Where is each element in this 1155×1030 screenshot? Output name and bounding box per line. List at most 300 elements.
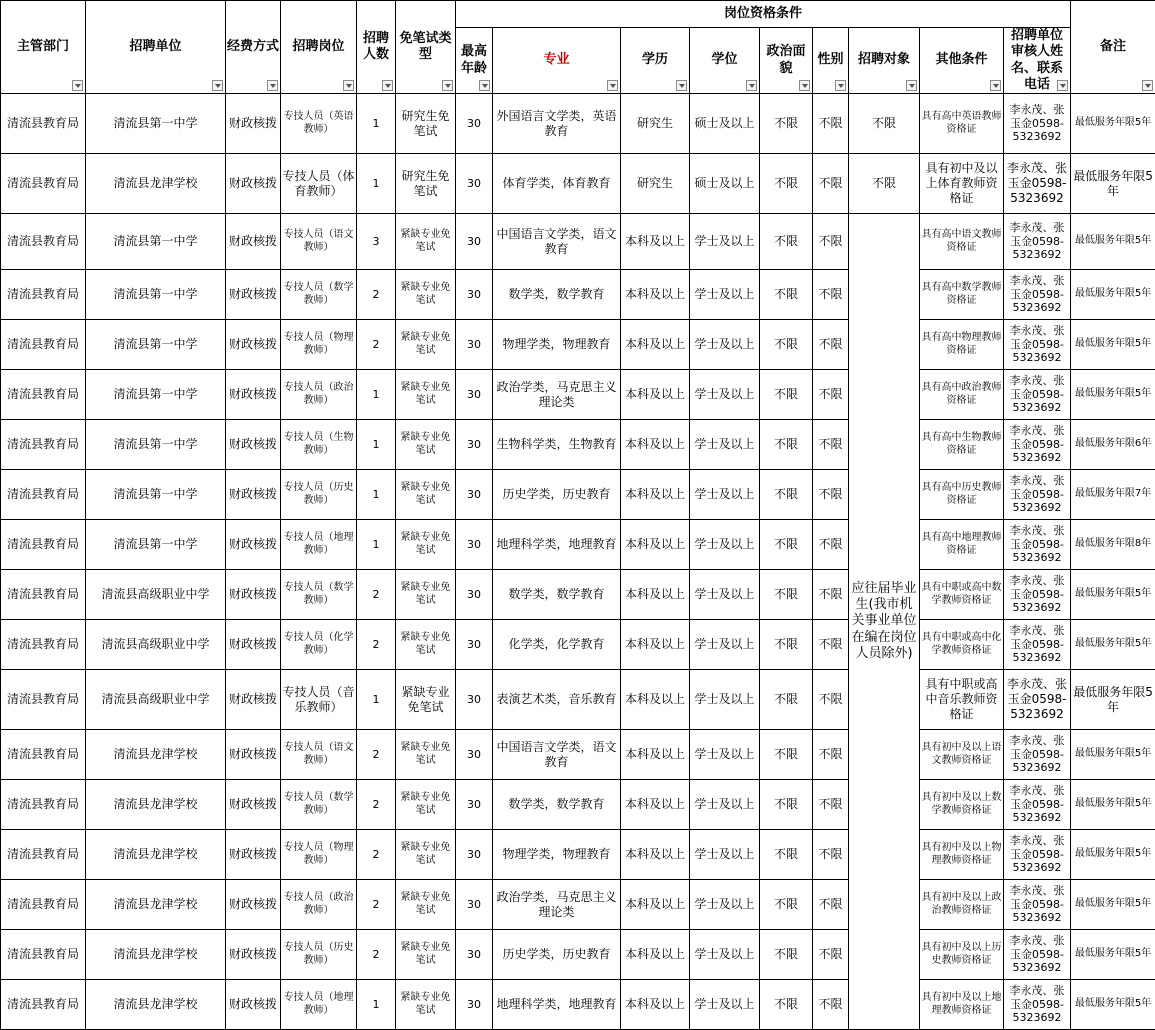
cell-post[interactable]: 专技人员（化学教师） — [281, 620, 357, 670]
cell-other[interactable]: 具有高中历史教师资格证 — [920, 470, 1004, 520]
cell-major[interactable]: 地理科学类，地理教育 — [493, 980, 621, 1030]
cell-age[interactable]: 30 — [456, 780, 493, 830]
cell-exam[interactable]: 紧缺专业免笔试 — [396, 470, 456, 520]
cell-count[interactable]: 2 — [357, 570, 396, 620]
cell-degree[interactable]: 学士及以上 — [690, 470, 760, 520]
cell-contact[interactable]: 李永茂、张玉金0598-5323692 — [1004, 880, 1071, 930]
cell-age[interactable]: 30 — [456, 980, 493, 1030]
cell-degree[interactable]: 学士及以上 — [690, 320, 760, 370]
cell-contact[interactable]: 李永茂、张玉金0598-5323692 — [1004, 930, 1071, 980]
cell-education[interactable]: 本科及以上 — [621, 570, 690, 620]
cell-gender[interactable]: 不限 — [813, 620, 849, 670]
cell-unit[interactable]: 清流县龙津学校 — [86, 930, 226, 980]
cell-unit[interactable]: 清流县高级职业中学 — [86, 670, 226, 730]
cell-note[interactable]: 最低服务年限8年 — [1071, 520, 1155, 570]
cell-dept[interactable]: 清流县教育局 — [1, 670, 86, 730]
cell-politics[interactable]: 不限 — [760, 270, 813, 320]
cell-exam[interactable]: 紧缺专业免笔试 — [396, 570, 456, 620]
cell-unit[interactable]: 清流县第一中学 — [86, 320, 226, 370]
cell-count[interactable]: 1 — [357, 370, 396, 420]
cell-post[interactable]: 专技人员（物理教师） — [281, 830, 357, 880]
cell-education[interactable]: 研究生 — [621, 94, 690, 154]
filter-dropdown-icon[interactable] — [1057, 80, 1068, 91]
header-age[interactable]: 最高年龄 — [456, 28, 493, 94]
cell-gender[interactable]: 不限 — [813, 520, 849, 570]
header-degree[interactable]: 学位 — [690, 28, 760, 94]
cell-major[interactable]: 政治学类，马克思主义理论类 — [493, 880, 621, 930]
cell-gender[interactable]: 不限 — [813, 214, 849, 270]
cell-count[interactable]: 2 — [357, 320, 396, 370]
cell-other[interactable]: 具有初中及以上体育教师资格证 — [920, 154, 1004, 214]
cell-politics[interactable]: 不限 — [760, 154, 813, 214]
cell-other[interactable]: 具有中职或高中化学教师资格证 — [920, 620, 1004, 670]
cell-other[interactable]: 具有中职或高中数学教师资格证 — [920, 570, 1004, 620]
cell-unit[interactable]: 清流县龙津学校 — [86, 154, 226, 214]
cell-degree[interactable]: 学士及以上 — [690, 620, 760, 670]
cell-age[interactable]: 30 — [456, 420, 493, 470]
cell-major[interactable]: 历史学类，历史教育 — [493, 930, 621, 980]
cell-post[interactable]: 专技人员（历史教师） — [281, 930, 357, 980]
cell-degree[interactable]: 硕士及以上 — [690, 154, 760, 214]
cell-post[interactable]: 专技人员（数学教师） — [281, 270, 357, 320]
cell-dept[interactable]: 清流县教育局 — [1, 730, 86, 780]
cell-target[interactable]: 不限 — [849, 94, 920, 154]
header-unit[interactable]: 招聘单位 — [86, 1, 226, 94]
cell-other[interactable]: 具有初中及以上地理教师资格证 — [920, 980, 1004, 1030]
filter-dropdown-icon[interactable] — [746, 80, 757, 91]
cell-age[interactable]: 30 — [456, 154, 493, 214]
cell-contact[interactable]: 李永茂、张玉金0598-5323692 — [1004, 154, 1071, 214]
cell-education[interactable]: 本科及以上 — [621, 880, 690, 930]
cell-count[interactable]: 1 — [357, 94, 396, 154]
cell-contact[interactable]: 李永茂、张玉金0598-5323692 — [1004, 620, 1071, 670]
filter-dropdown-icon[interactable] — [343, 80, 354, 91]
cell-funding[interactable]: 财政核拨 — [226, 320, 281, 370]
filter-dropdown-icon[interactable] — [382, 80, 393, 91]
cell-unit[interactable]: 清流县第一中学 — [86, 370, 226, 420]
cell-exam[interactable]: 紧缺专业免笔试 — [396, 830, 456, 880]
cell-exam[interactable]: 紧缺专业免笔试 — [396, 320, 456, 370]
cell-major[interactable]: 数学类，数学教育 — [493, 780, 621, 830]
cell-politics[interactable]: 不限 — [760, 880, 813, 930]
cell-politics[interactable]: 不限 — [760, 370, 813, 420]
cell-degree[interactable]: 学士及以上 — [690, 930, 760, 980]
cell-dept[interactable]: 清流县教育局 — [1, 880, 86, 930]
cell-exam[interactable]: 紧缺专业免笔试 — [396, 520, 456, 570]
cell-degree[interactable]: 学士及以上 — [690, 780, 760, 830]
cell-note[interactable]: 最低服务年限7年 — [1071, 470, 1155, 520]
cell-age[interactable]: 30 — [456, 214, 493, 270]
cell-dept[interactable]: 清流县教育局 — [1, 930, 86, 980]
cell-politics[interactable]: 不限 — [760, 320, 813, 370]
cell-unit[interactable]: 清流县龙津学校 — [86, 830, 226, 880]
cell-age[interactable]: 30 — [456, 270, 493, 320]
cell-education[interactable]: 本科及以上 — [621, 670, 690, 730]
cell-note[interactable]: 最低服务年限5年 — [1071, 930, 1155, 980]
cell-education[interactable]: 本科及以上 — [621, 730, 690, 780]
cell-age[interactable]: 30 — [456, 670, 493, 730]
cell-funding[interactable]: 财政核拨 — [226, 930, 281, 980]
cell-age[interactable]: 30 — [456, 930, 493, 980]
header-dept[interactable]: 主管部门 — [1, 1, 86, 94]
cell-degree[interactable]: 学士及以上 — [690, 670, 760, 730]
cell-funding[interactable]: 财政核拨 — [226, 270, 281, 320]
cell-major[interactable]: 化学类，化学教育 — [493, 620, 621, 670]
filter-dropdown-icon[interactable] — [212, 80, 223, 91]
cell-unit[interactable]: 清流县第一中学 — [86, 270, 226, 320]
cell-gender[interactable]: 不限 — [813, 930, 849, 980]
filter-dropdown-icon[interactable] — [479, 80, 490, 91]
cell-politics[interactable]: 不限 — [760, 214, 813, 270]
cell-age[interactable]: 30 — [456, 520, 493, 570]
cell-politics[interactable]: 不限 — [760, 620, 813, 670]
filter-dropdown-icon[interactable] — [835, 80, 846, 91]
cell-politics[interactable]: 不限 — [760, 730, 813, 780]
cell-degree[interactable]: 学士及以上 — [690, 830, 760, 880]
cell-contact[interactable]: 李永茂、张玉金0598-5323692 — [1004, 520, 1071, 570]
cell-target-merged[interactable]: 应往届毕业生(我市机关事业单位在编在岗位人员除外) — [849, 214, 920, 1030]
cell-other[interactable]: 具有高中语文教师资格证 — [920, 214, 1004, 270]
cell-target[interactable]: 不限 — [849, 154, 920, 214]
cell-dept[interactable]: 清流县教育局 — [1, 370, 86, 420]
cell-degree[interactable]: 学士及以上 — [690, 730, 760, 780]
cell-unit[interactable]: 清流县龙津学校 — [86, 730, 226, 780]
cell-funding[interactable]: 财政核拨 — [226, 570, 281, 620]
cell-degree[interactable]: 学士及以上 — [690, 880, 760, 930]
cell-major[interactable]: 物理学类，物理教育 — [493, 320, 621, 370]
cell-exam[interactable]: 紧缺专业免笔试 — [396, 730, 456, 780]
cell-dept[interactable]: 清流县教育局 — [1, 94, 86, 154]
cell-count[interactable]: 2 — [357, 880, 396, 930]
cell-count[interactable]: 3 — [357, 214, 396, 270]
cell-post[interactable]: 专技人员（历史教师） — [281, 470, 357, 520]
cell-exam[interactable]: 研究生免笔试 — [396, 154, 456, 214]
cell-gender[interactable]: 不限 — [813, 270, 849, 320]
cell-other[interactable]: 具有初中及以上历史教师资格证 — [920, 930, 1004, 980]
cell-politics[interactable]: 不限 — [760, 520, 813, 570]
cell-other[interactable]: 具有高中生物教师资格证 — [920, 420, 1004, 470]
filter-dropdown-icon[interactable] — [1142, 80, 1153, 91]
cell-other[interactable]: 具有初中及以上政治教师资格证 — [920, 880, 1004, 930]
filter-dropdown-icon[interactable] — [267, 80, 278, 91]
cell-unit[interactable]: 清流县龙津学校 — [86, 880, 226, 930]
cell-politics[interactable]: 不限 — [760, 980, 813, 1030]
cell-major[interactable]: 体育学类，体育教育 — [493, 154, 621, 214]
cell-count[interactable]: 1 — [357, 470, 396, 520]
cell-age[interactable]: 30 — [456, 94, 493, 154]
cell-note[interactable]: 最低服务年限5年 — [1071, 730, 1155, 780]
filter-dropdown-icon[interactable] — [799, 80, 810, 91]
cell-exam[interactable]: 紧缺专业免笔试 — [396, 780, 456, 830]
cell-gender[interactable]: 不限 — [813, 880, 849, 930]
cell-count[interactable]: 2 — [357, 730, 396, 780]
cell-politics[interactable]: 不限 — [760, 420, 813, 470]
cell-major[interactable]: 政治学类，马克思主义理论类 — [493, 370, 621, 420]
cell-major[interactable]: 外国语言文学类，英语教育 — [493, 94, 621, 154]
cell-dept[interactable]: 清流县教育局 — [1, 470, 86, 520]
cell-other[interactable]: 具有初中及以上语文教师资格证 — [920, 730, 1004, 780]
cell-unit[interactable]: 清流县龙津学校 — [86, 980, 226, 1030]
cell-count[interactable]: 2 — [357, 270, 396, 320]
cell-gender[interactable]: 不限 — [813, 830, 849, 880]
cell-education[interactable]: 本科及以上 — [621, 214, 690, 270]
filter-dropdown-icon[interactable] — [72, 80, 83, 91]
cell-education[interactable]: 本科及以上 — [621, 470, 690, 520]
cell-politics[interactable]: 不限 — [760, 670, 813, 730]
cell-exam[interactable]: 紧缺专业免笔试 — [396, 620, 456, 670]
cell-degree[interactable]: 学士及以上 — [690, 420, 760, 470]
cell-exam[interactable]: 紧缺专业免笔试 — [396, 214, 456, 270]
cell-unit[interactable]: 清流县高级职业中学 — [86, 620, 226, 670]
cell-funding[interactable]: 财政核拨 — [226, 520, 281, 570]
cell-major[interactable]: 生物科学类，生物教育 — [493, 420, 621, 470]
cell-post[interactable]: 专技人员（英语教师） — [281, 94, 357, 154]
cell-exam[interactable]: 紧缺专业免笔试 — [396, 420, 456, 470]
cell-other[interactable]: 具有高中数学教师资格证 — [920, 270, 1004, 320]
cell-dept[interactable]: 清流县教育局 — [1, 520, 86, 570]
cell-post[interactable]: 专技人员（地理教师） — [281, 980, 357, 1030]
cell-exam[interactable]: 紧缺专业免笔试 — [396, 370, 456, 420]
cell-age[interactable]: 30 — [456, 830, 493, 880]
cell-age[interactable]: 30 — [456, 470, 493, 520]
cell-post[interactable]: 专技人员（数学教师） — [281, 570, 357, 620]
cell-dept[interactable]: 清流县教育局 — [1, 780, 86, 830]
cell-age[interactable]: 30 — [456, 880, 493, 930]
cell-post[interactable]: 专技人员（地理教师） — [281, 520, 357, 570]
header-politics[interactable]: 政治面貌 — [760, 28, 813, 94]
filter-dropdown-icon[interactable] — [607, 80, 618, 91]
cell-post[interactable]: 专技人员（音乐教师） — [281, 670, 357, 730]
cell-note[interactable]: 最低服务年限5年 — [1071, 94, 1155, 154]
cell-funding[interactable]: 财政核拨 — [226, 670, 281, 730]
cell-contact[interactable]: 李永茂、张玉金0598-5323692 — [1004, 94, 1071, 154]
cell-dept[interactable]: 清流县教育局 — [1, 320, 86, 370]
cell-other[interactable]: 具有高中地理教师资格证 — [920, 520, 1004, 570]
cell-unit[interactable]: 清流县第一中学 — [86, 520, 226, 570]
cell-dept[interactable]: 清流县教育局 — [1, 980, 86, 1030]
cell-degree[interactable]: 硕士及以上 — [690, 94, 760, 154]
cell-note[interactable]: 最低服务年限5年 — [1071, 670, 1155, 730]
cell-post[interactable]: 专技人员（体育教师） — [281, 154, 357, 214]
cell-age[interactable]: 30 — [456, 620, 493, 670]
header-other[interactable]: 其他条件 — [920, 28, 1004, 94]
cell-education[interactable]: 本科及以上 — [621, 930, 690, 980]
cell-education[interactable]: 本科及以上 — [621, 270, 690, 320]
cell-degree[interactable]: 学士及以上 — [690, 570, 760, 620]
cell-gender[interactable]: 不限 — [813, 94, 849, 154]
cell-exam[interactable]: 紧缺专业免笔试 — [396, 980, 456, 1030]
cell-major[interactable]: 中国语言文学类，语文教育 — [493, 730, 621, 780]
cell-gender[interactable]: 不限 — [813, 154, 849, 214]
cell-major[interactable]: 物理学类，物理教育 — [493, 830, 621, 880]
cell-note[interactable]: 最低服务年限5年 — [1071, 620, 1155, 670]
cell-other[interactable]: 具有初中及以上数学教师资格证 — [920, 780, 1004, 830]
cell-count[interactable]: 1 — [357, 420, 396, 470]
cell-post[interactable]: 专技人员（生物教师） — [281, 420, 357, 470]
cell-note[interactable]: 最低服务年限5年 — [1071, 880, 1155, 930]
cell-funding[interactable]: 财政核拨 — [226, 94, 281, 154]
cell-note[interactable]: 最低服务年限5年 — [1071, 270, 1155, 320]
cell-degree[interactable]: 学士及以上 — [690, 270, 760, 320]
cell-post[interactable]: 专技人员（数学教师） — [281, 780, 357, 830]
cell-funding[interactable]: 财政核拨 — [226, 620, 281, 670]
header-exam[interactable]: 免笔试类型 — [396, 1, 456, 94]
cell-contact[interactable]: 李永茂、张玉金0598-5323692 — [1004, 320, 1071, 370]
cell-count[interactable]: 1 — [357, 154, 396, 214]
cell-major[interactable]: 表演艺术类，音乐教育 — [493, 670, 621, 730]
cell-funding[interactable]: 财政核拨 — [226, 730, 281, 780]
cell-degree[interactable]: 学士及以上 — [690, 980, 760, 1030]
cell-gender[interactable]: 不限 — [813, 980, 849, 1030]
filter-dropdown-icon[interactable] — [676, 80, 687, 91]
cell-contact[interactable]: 李永茂、张玉金0598-5323692 — [1004, 980, 1071, 1030]
cell-education[interactable]: 本科及以上 — [621, 980, 690, 1030]
cell-other[interactable]: 具有高中政治教师资格证 — [920, 370, 1004, 420]
cell-politics[interactable]: 不限 — [760, 930, 813, 980]
cell-funding[interactable]: 财政核拨 — [226, 420, 281, 470]
cell-other[interactable]: 具有高中物理教师资格证 — [920, 320, 1004, 370]
cell-contact[interactable]: 李永茂、张玉金0598-5323692 — [1004, 570, 1071, 620]
cell-dept[interactable]: 清流县教育局 — [1, 830, 86, 880]
cell-count[interactable]: 2 — [357, 780, 396, 830]
header-count[interactable]: 招聘人数 — [357, 1, 396, 94]
cell-major[interactable]: 历史学类，历史教育 — [493, 470, 621, 520]
cell-contact[interactable]: 李永茂、张玉金0598-5323692 — [1004, 780, 1071, 830]
cell-politics[interactable]: 不限 — [760, 780, 813, 830]
cell-count[interactable]: 1 — [357, 670, 396, 730]
cell-education[interactable]: 本科及以上 — [621, 420, 690, 470]
cell-gender[interactable]: 不限 — [813, 370, 849, 420]
cell-education[interactable]: 本科及以上 — [621, 620, 690, 670]
cell-note[interactable]: 最低服务年限5年 — [1071, 370, 1155, 420]
cell-major[interactable]: 数学类，数学教育 — [493, 570, 621, 620]
cell-dept[interactable]: 清流县教育局 — [1, 270, 86, 320]
cell-degree[interactable]: 学士及以上 — [690, 370, 760, 420]
cell-contact[interactable]: 李永茂、张玉金0598-5323692 — [1004, 420, 1071, 470]
cell-note[interactable]: 最低服务年限6年 — [1071, 420, 1155, 470]
filter-dropdown-icon[interactable] — [906, 80, 917, 91]
cell-dept[interactable]: 清流县教育局 — [1, 620, 86, 670]
cell-post[interactable]: 专技人员（政治教师） — [281, 880, 357, 930]
cell-age[interactable]: 30 — [456, 730, 493, 780]
header-funding[interactable]: 经费方式 — [226, 1, 281, 94]
cell-unit[interactable]: 清流县龙津学校 — [86, 780, 226, 830]
cell-funding[interactable]: 财政核拨 — [226, 214, 281, 270]
cell-gender[interactable]: 不限 — [813, 420, 849, 470]
cell-major[interactable]: 地理科学类，地理教育 — [493, 520, 621, 570]
cell-dept[interactable]: 清流县教育局 — [1, 420, 86, 470]
cell-education[interactable]: 本科及以上 — [621, 830, 690, 880]
cell-contact[interactable]: 李永茂、张玉金0598-5323692 — [1004, 670, 1071, 730]
cell-contact[interactable]: 李永茂、张玉金0598-5323692 — [1004, 470, 1071, 520]
cell-note[interactable]: 最低服务年限5年 — [1071, 214, 1155, 270]
cell-contact[interactable]: 李永茂、张玉金0598-5323692 — [1004, 214, 1071, 270]
filter-dropdown-icon[interactable] — [442, 80, 453, 91]
cell-contact[interactable]: 李永茂、张玉金0598-5323692 — [1004, 730, 1071, 780]
cell-gender[interactable]: 不限 — [813, 570, 849, 620]
header-education[interactable]: 学历 — [621, 28, 690, 94]
cell-unit[interactable]: 清流县第一中学 — [86, 470, 226, 520]
cell-post[interactable]: 专技人员（语文教师） — [281, 730, 357, 780]
cell-funding[interactable]: 财政核拨 — [226, 830, 281, 880]
cell-note[interactable]: 最低服务年限5年 — [1071, 830, 1155, 880]
cell-age[interactable]: 30 — [456, 370, 493, 420]
cell-note[interactable]: 最低服务年限5年 — [1071, 154, 1155, 214]
cell-politics[interactable]: 不限 — [760, 94, 813, 154]
cell-education[interactable]: 研究生 — [621, 154, 690, 214]
cell-politics[interactable]: 不限 — [760, 830, 813, 880]
cell-funding[interactable]: 财政核拨 — [226, 980, 281, 1030]
cell-gender[interactable]: 不限 — [813, 320, 849, 370]
cell-education[interactable]: 本科及以上 — [621, 320, 690, 370]
cell-other[interactable]: 具有中职或高中音乐教师资格证 — [920, 670, 1004, 730]
cell-contact[interactable]: 李永茂、张玉金0598-5323692 — [1004, 270, 1071, 320]
header-contact[interactable]: 招聘单位审核人姓名、联系电话 — [1004, 28, 1071, 94]
cell-post[interactable]: 专技人员（物理教师） — [281, 320, 357, 370]
cell-count[interactable]: 1 — [357, 520, 396, 570]
cell-dept[interactable]: 清流县教育局 — [1, 154, 86, 214]
cell-politics[interactable]: 不限 — [760, 470, 813, 520]
cell-other[interactable]: 具有高中英语教师资格证 — [920, 94, 1004, 154]
cell-post[interactable]: 专技人员（语文教师） — [281, 214, 357, 270]
cell-politics[interactable]: 不限 — [760, 570, 813, 620]
cell-exam[interactable]: 研究生免笔试 — [396, 94, 456, 154]
cell-degree[interactable]: 学士及以上 — [690, 520, 760, 570]
cell-note[interactable]: 最低服务年限5年 — [1071, 320, 1155, 370]
cell-unit[interactable]: 清流县第一中学 — [86, 420, 226, 470]
header-major[interactable]: 专业 — [493, 28, 621, 94]
cell-dept[interactable]: 清流县教育局 — [1, 214, 86, 270]
cell-major[interactable]: 中国语言文学类，语文教育 — [493, 214, 621, 270]
cell-dept[interactable]: 清流县教育局 — [1, 570, 86, 620]
cell-note[interactable]: 最低服务年限5年 — [1071, 780, 1155, 830]
cell-funding[interactable]: 财政核拨 — [226, 880, 281, 930]
cell-funding[interactable]: 财政核拨 — [226, 370, 281, 420]
cell-note[interactable]: 最低服务年限5年 — [1071, 980, 1155, 1030]
cell-contact[interactable]: 李永茂、张玉金0598-5323692 — [1004, 830, 1071, 880]
cell-gender[interactable]: 不限 — [813, 730, 849, 780]
header-gender[interactable]: 性别 — [813, 28, 849, 94]
filter-dropdown-icon[interactable] — [990, 80, 1001, 91]
cell-gender[interactable]: 不限 — [813, 780, 849, 830]
cell-note[interactable]: 最低服务年限5年 — [1071, 570, 1155, 620]
cell-unit[interactable]: 清流县第一中学 — [86, 214, 226, 270]
cell-unit[interactable]: 清流县高级职业中学 — [86, 570, 226, 620]
cell-unit[interactable]: 清流县第一中学 — [86, 94, 226, 154]
cell-gender[interactable]: 不限 — [813, 470, 849, 520]
cell-exam[interactable]: 紧缺专业免笔试 — [396, 930, 456, 980]
cell-funding[interactable]: 财政核拨 — [226, 780, 281, 830]
cell-count[interactable]: 1 — [357, 980, 396, 1030]
cell-funding[interactable]: 财政核拨 — [226, 470, 281, 520]
cell-exam[interactable]: 紧缺专业免笔试 — [396, 670, 456, 730]
cell-count[interactable]: 2 — [357, 620, 396, 670]
cell-education[interactable]: 本科及以上 — [621, 520, 690, 570]
cell-education[interactable]: 本科及以上 — [621, 780, 690, 830]
cell-major[interactable]: 数学类，数学教育 — [493, 270, 621, 320]
cell-gender[interactable]: 不限 — [813, 670, 849, 730]
header-target[interactable]: 招聘对象 — [849, 28, 920, 94]
cell-degree[interactable]: 学士及以上 — [690, 214, 760, 270]
cell-count[interactable]: 2 — [357, 830, 396, 880]
cell-education[interactable]: 本科及以上 — [621, 370, 690, 420]
cell-exam[interactable]: 紧缺专业免笔试 — [396, 880, 456, 930]
cell-exam[interactable]: 紧缺专业免笔试 — [396, 270, 456, 320]
cell-other[interactable]: 具有初中及以上物理教师资格证 — [920, 830, 1004, 880]
cell-funding[interactable]: 财政核拨 — [226, 154, 281, 214]
header-note[interactable]: 备注 — [1071, 1, 1155, 94]
cell-contact[interactable]: 李永茂、张玉金0598-5323692 — [1004, 370, 1071, 420]
